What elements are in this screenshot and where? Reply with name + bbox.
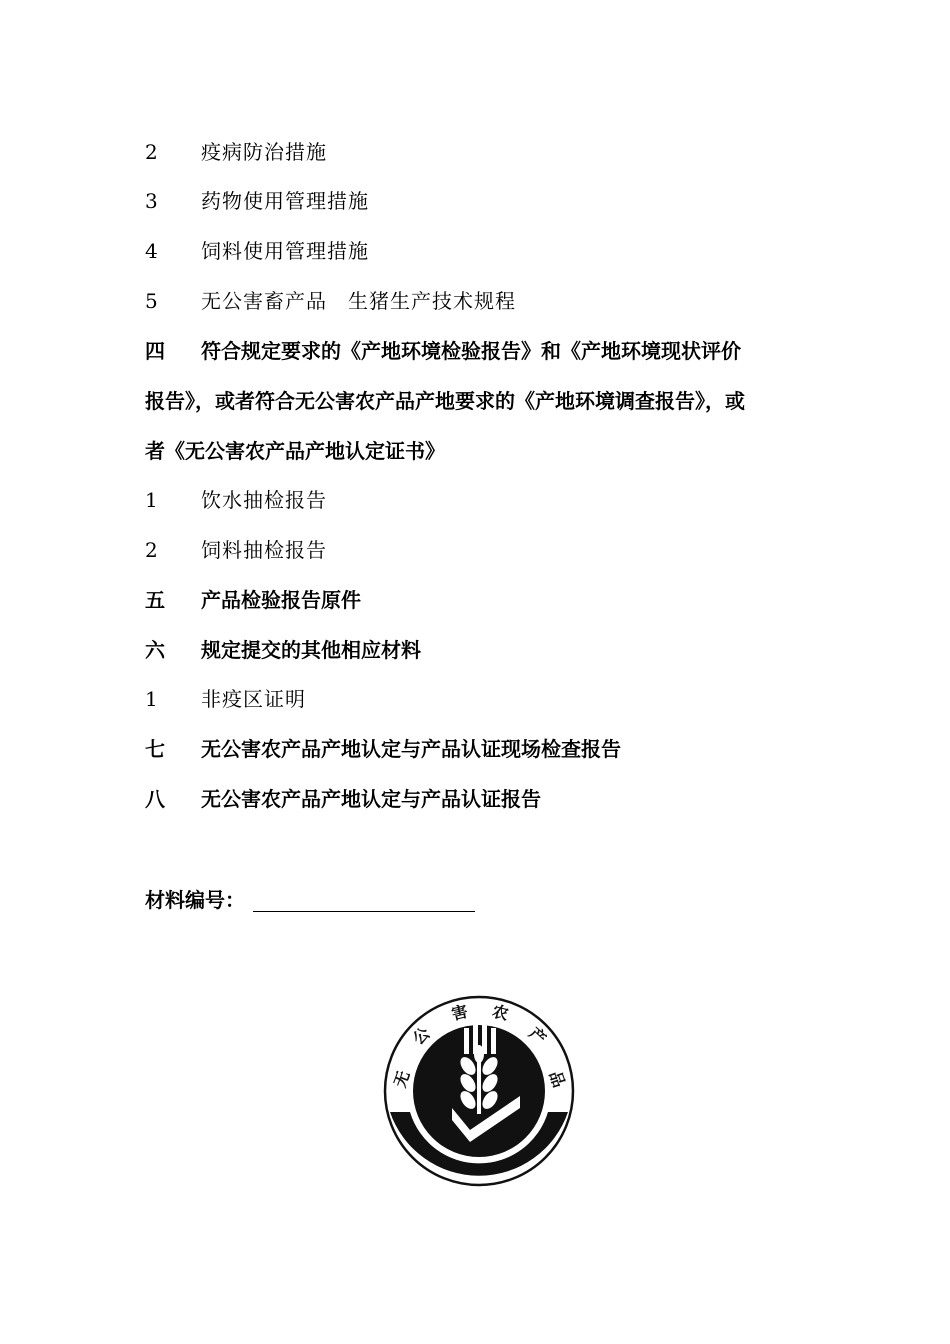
item-text: 非疫区证明 [201, 687, 306, 711]
section-seven [145, 737, 825, 761]
section-text: 规定提交的其他相应材料 [201, 638, 421, 662]
item-number: 1 [145, 488, 159, 512]
section-four-line-3 [145, 439, 825, 463]
material-number-label: 材料编号： [145, 888, 245, 912]
list-item [145, 239, 825, 263]
section-four-line-2 [145, 389, 825, 413]
section-six [145, 638, 825, 662]
section-text: 产品检验报告原件 [201, 588, 361, 612]
section-five [145, 588, 825, 612]
item-text: 饲料抽检报告 [201, 538, 327, 562]
item-number: 1 [145, 687, 159, 711]
item-text: 饮水抽检报告 [201, 488, 327, 512]
item-text: 药物使用管理措施 [201, 189, 369, 213]
item-text: 饲料使用管理措施 [201, 239, 369, 263]
logo-char: 无 [390, 1068, 414, 1090]
list-item [145, 140, 825, 164]
item-number: 2 [145, 140, 159, 164]
section-number: 七 [145, 737, 165, 761]
material-number-field [145, 888, 475, 912]
logo-char: 产 [525, 1023, 550, 1049]
list-item [145, 538, 825, 562]
item-number: 4 [145, 239, 159, 263]
item-number: 2 [145, 538, 159, 562]
pollution-free-product-logo [358, 970, 600, 1212]
logo-char: 农 [490, 1001, 511, 1024]
section-text: 报告》，或者符合无公害农产品产地要求的《产地环境调查报告》，或 [145, 389, 745, 413]
list-item [145, 289, 825, 313]
section-text: 无公害农产品产地认定与产品认证报告 [201, 787, 541, 811]
list-item [145, 189, 825, 213]
section-number: 五 [145, 588, 165, 612]
logo-char: 害 [449, 1001, 470, 1024]
section-number: 八 [145, 787, 165, 811]
section-text: 者《无公害农产品产地认定证书》 [145, 439, 445, 463]
item-number: 3 [145, 189, 159, 213]
material-number-blank[interactable] [253, 891, 475, 912]
item-number: 5 [145, 289, 159, 313]
section-text: 无公害农产品产地认定与产品认证现场检查报告 [201, 737, 621, 761]
section-eight [145, 787, 825, 811]
logo-char: 品 [545, 1068, 569, 1090]
section-text: 符合规定要求的《产地环境检验报告》和《产地环境现状评价 [201, 339, 741, 363]
section-four-line-1 [145, 339, 825, 363]
item-text: 疫病防治措施 [201, 140, 327, 164]
section-number: 四 [145, 339, 165, 363]
list-item [145, 687, 825, 711]
logo-char: 公 [409, 1023, 434, 1049]
item-text: 无公害畜产品 生猪生产技术规程 [201, 289, 516, 313]
section-number: 六 [145, 638, 165, 662]
list-item [145, 488, 825, 512]
